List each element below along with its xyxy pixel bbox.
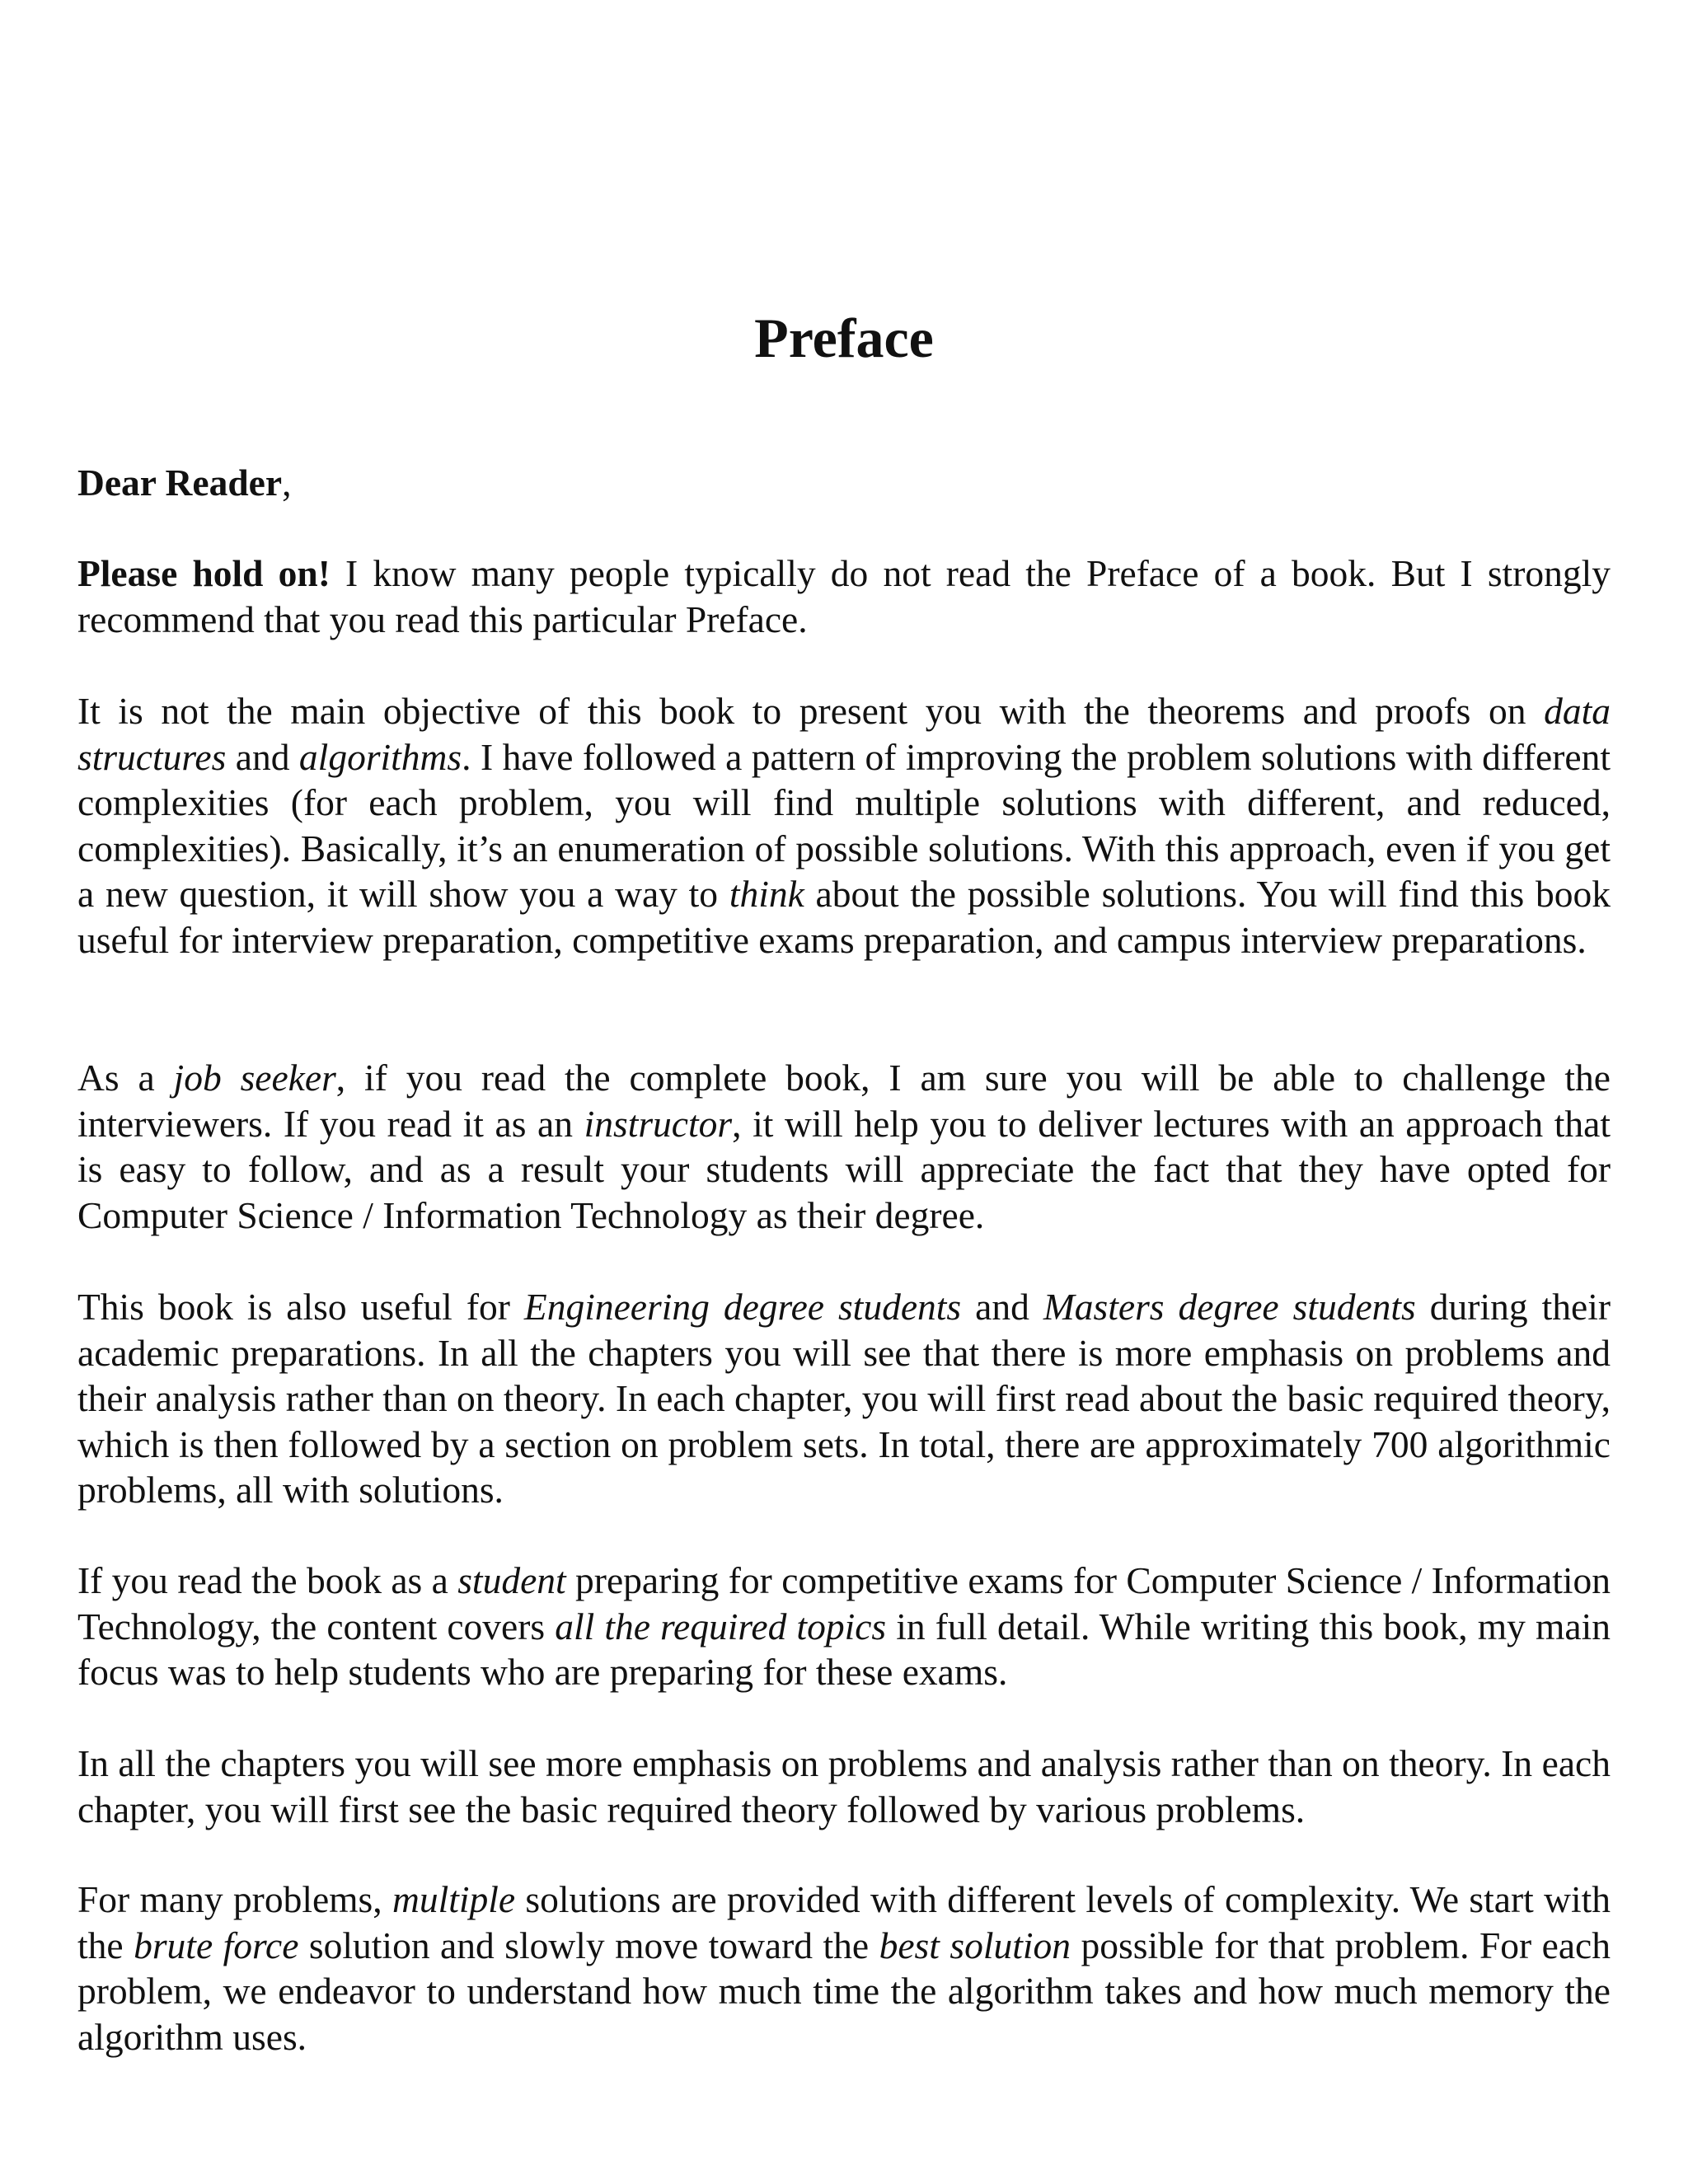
paragraph-7-emphasis-1: multiple — [392, 1878, 516, 1920]
paragraph-4-text-1: This book is also useful for — [77, 1286, 524, 1328]
paragraph-5-text-2: preparing for competitive exams for Computer Science / Information Technology, the content covers — [77, 1559, 1611, 1647]
paragraph-7-emphasis-3: best solution — [879, 1924, 1071, 1966]
paragraph-5-emphasis-1: student — [457, 1559, 566, 1601]
paragraph-4-emphasis-2: Masters degree students — [1043, 1286, 1416, 1328]
salutation-name: Dear Reader — [77, 462, 283, 504]
page-title: Preface — [754, 307, 934, 369]
paragraph-4-emphasis-1: Engineering degree students — [523, 1286, 962, 1328]
paragraph-2-text-2: and — [226, 735, 299, 778]
paragraph-4-text-2: and — [961, 1286, 1043, 1328]
salutation-punctuation: , — [282, 462, 292, 504]
paragraph-1 — [77, 551, 1611, 642]
paragraph-3-text-1: As a — [77, 1057, 174, 1099]
paragraph-2-emphasis-1: data structures — [77, 690, 1611, 778]
paragraph-1-text: I know many people typically do not read the Preface of a book. But I strongly recommend that you read this particular Preface. — [77, 552, 1611, 640]
paragraph-3 — [77, 1055, 1611, 1238]
paragraph-5-text-3: in full detail. While writing this book, my main focus was to help students who are preparing for these exams. — [77, 1605, 1611, 1694]
paragraph-7-text-1: For many problems, — [77, 1878, 392, 1920]
paragraph-7-text-3: solution and slowly move toward the — [298, 1924, 879, 1966]
salutation — [77, 460, 1611, 506]
paragraph-4-text-3: during their academic preparations. In all the chapters you will see that there is more emphasis on problems and their analysis rather than on theory. In each chapter, you will first read about the basic required theory, which is then followed by a section on problem sets. In total, there are approximately 700 algorithmic problems, all with solutions. — [77, 1286, 1611, 1511]
paragraph-5-emphasis-2: all the required topics — [555, 1605, 887, 1647]
paragraph-3-text-2: , if you read the complete book, I am sure you will be able to challenge the interviewers. If you read it as an — [77, 1057, 1611, 1145]
paragraph-3-emphasis-2: instructor — [584, 1102, 733, 1145]
paragraph-5-text-1: If you read the book as a — [77, 1559, 458, 1601]
paragraph-5 — [77, 1558, 1611, 1695]
paragraph-2-emphasis-3: think — [729, 873, 804, 916]
paragraph-2 — [77, 688, 1611, 963]
paragraph-4 — [77, 1284, 1611, 1513]
paragraph-2-text-4: about the possible solutions. You will find this book useful for interview preparation, competitive exams preparation, and campus interview preparations. — [77, 873, 1611, 961]
paragraph-2-text-3: . I have followed a pattern of improving the problem solutions with different complexities (for each problem, you will find multiple solutions with different, and reduced, complexities). Basically, it’s an enumeration of possible solutions. With this approach, even if you get a new question, it will show you a way to — [77, 735, 1611, 916]
paragraph-2-emphasis-2: algorithms — [298, 735, 462, 778]
paragraph-3-emphasis-1: job seeker — [173, 1057, 336, 1099]
paragraph-7-emphasis-2: brute force — [134, 1924, 299, 1966]
paragraph-7-text-2: solutions are provided with different levels of complexity. We start with the — [77, 1878, 1611, 1966]
paragraph-1-lead: Please hold on! — [77, 552, 331, 594]
paragraph-7 — [77, 1877, 1611, 2060]
paragraph-6 — [77, 1741, 1611, 1832]
paragraph-3-text-3: , it will help you to deliver lectures with an approach that is easy to follow, and as a result your students will appreciate the fact that they have opted for Computer Science / Information Technology as their degree. — [77, 1102, 1611, 1236]
paragraph-6-text-1: In all the chapters you will see more emphasis on problems and analysis rather than on theory. In each chapter, you will first see the basic required theory followed by various problems. — [77, 1742, 1611, 1830]
paragraph-7-text-4: possible for that problem. For each problem, we endeavor to understand how much time the algorithm takes and how much memory the algorithm uses. — [77, 1924, 1611, 2058]
paragraph-2-text-1: It is not the main objective of this book to present you with the theorems and proofs on — [77, 690, 1545, 732]
